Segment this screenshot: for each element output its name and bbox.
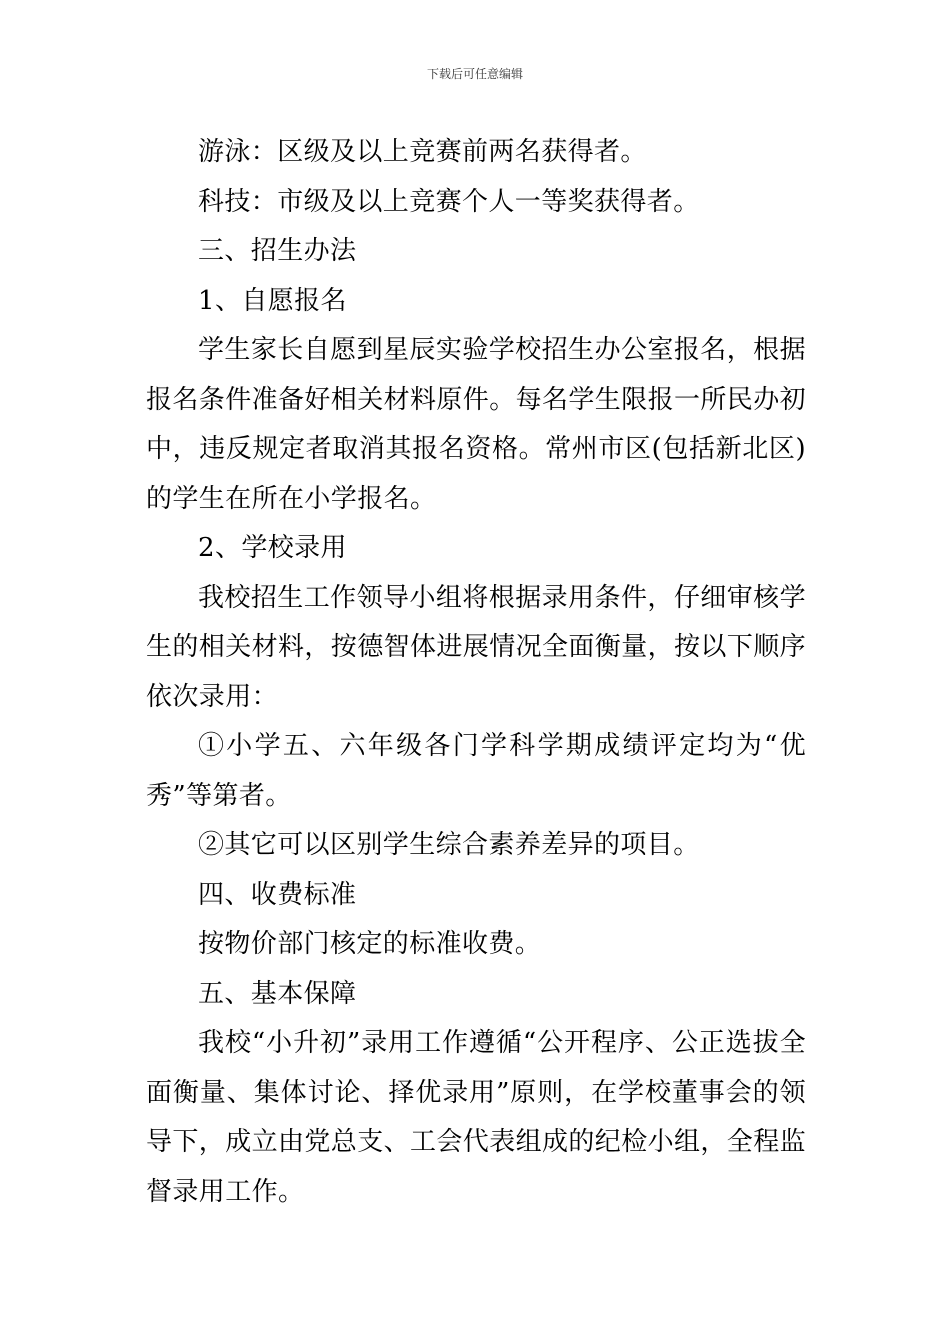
list-item-criterion-1: ①小学五、六年级各门学科学期成绩评定均为“优秀”等第者。 — [146, 731, 806, 811]
download-note: 下载后可任意编辑 — [426, 67, 523, 81]
paragraph-admission-review: 我校招生工作领导小组将根据录用条件，仔细审核学生的相关材料，按德智体进展情况全面衡量，按以下顺序依次录用： — [146, 582, 807, 712]
heading-school-admission: 2、学校录用 — [198, 533, 347, 563]
paragraph-fee-details: 按物价部门核定的标准收费。 — [198, 929, 542, 959]
paragraph-technology: 科技：市级及以上竞赛个人一等奖获得者。 — [198, 186, 700, 217]
document-body — [146, 128, 806, 1217]
paragraph-swimming: 游泳：区级及以上竞赛前两名获得者。 — [198, 137, 647, 167]
heading-voluntary-registration: 1、自愿报名 — [198, 285, 347, 316]
paragraph-guarantee-details: 我校“小升初”录用工作遵循“公开程序、公正选拔全面衡量、集体讨论、择优录用”原则，在学校董事会的领导下，成立由党总支、工会代表组成的纪检小组，全程监督录用工作。 — [146, 1028, 807, 1207]
heading-fee-standard: 四、收费标准 — [198, 879, 357, 910]
heading-enrollment-method: 三、招生办法 — [198, 236, 357, 266]
list-item-criterion-2: ②其它可以区别学生综合素养差异的项目。 — [198, 830, 700, 860]
paragraph-registration-details: 学生家长自愿到星辰实验学校招生办公室报名，根据报名条件准备好相关材料原件。每名学生限报一所民办初中，违反规定者取消其报名资格。常州市区(包括新北区)的学生在所在小学报名。 — [146, 335, 807, 514]
heading-basic-guarantee: 五、基本保障 — [198, 978, 357, 1009]
